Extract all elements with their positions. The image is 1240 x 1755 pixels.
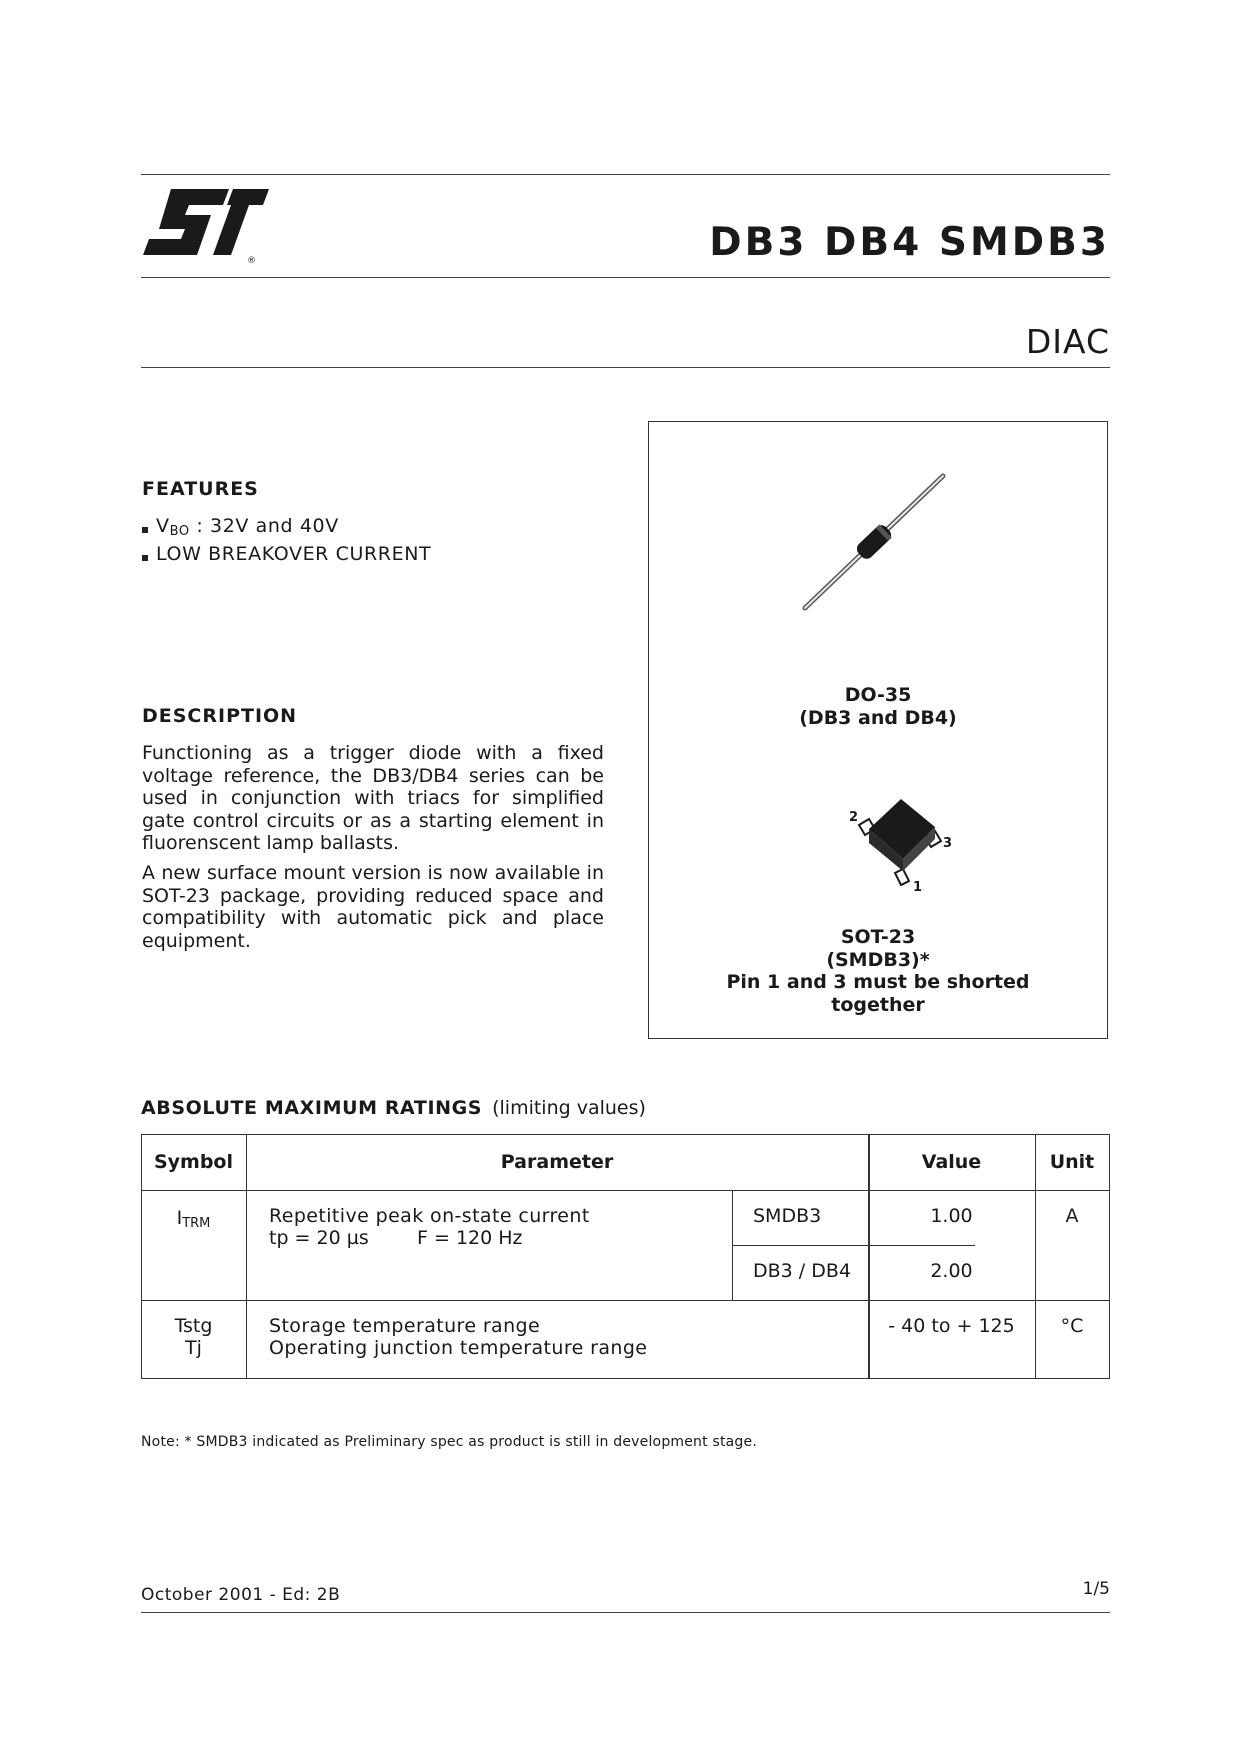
value-smdb3: 1.00: [930, 1205, 973, 1227]
description-paragraph: Functioning as a trigger diode with a fixed voltage reference, the DB3/DB4 series can be used in conjunction with triacs for simplified gate control circuits or as a starting element in fluorenscent lamp ballasts.: [142, 742, 604, 854]
do35-diode-image: [799, 470, 949, 615]
pin-label: 3: [943, 836, 953, 851]
symbol-tstg: Tstg: [174, 1315, 213, 1337]
preliminary-note: Note: * SMDB3 indicated as Preliminary spec as product is still in development stage.: [141, 1434, 757, 1450]
page-number: 1/5: [1082, 1579, 1110, 1599]
param-junction-temp: Operating junction temperature range: [269, 1337, 648, 1359]
device-db3-db4: DB3 / DB4: [753, 1260, 851, 1282]
sot23-package-image: [839, 787, 959, 897]
description-heading: DESCRIPTION: [142, 705, 298, 727]
st-logo: [141, 185, 271, 267]
bullet-icon: [142, 527, 148, 533]
ratings-table: [141, 1134, 1110, 1378]
device-smdb3: SMDB3: [753, 1205, 822, 1227]
symbol-tj: Tj: [185, 1337, 202, 1359]
col-header-value: Value: [921, 1151, 982, 1173]
description-paragraph: A new surface mount version is now available in SOT-23 package, providing reduced space and compatibility with automatic pick and place equipment.: [142, 862, 604, 952]
col-header-symbol: Symbol: [153, 1151, 234, 1173]
package-box: [648, 421, 1108, 1039]
top-rule: [141, 174, 1110, 175]
symbol-itrm: $I_{TRM}$: [176, 1207, 211, 1231]
features-heading: FEATURES: [142, 478, 259, 500]
param-storage-temp: Storage temperature range: [269, 1315, 541, 1337]
col-header-unit: Unit: [1049, 1151, 1095, 1173]
value-db3-db4: 2.00: [930, 1260, 973, 1282]
device-type: DIAC: [1025, 322, 1110, 361]
value-temp-range: - 40 to + 125: [888, 1315, 1015, 1337]
date-edition: October 2001 - Ed: 2B: [141, 1585, 341, 1605]
pin-label: 1: [913, 880, 923, 895]
param-itrm-conditions: tp = 20 µs F = 120 Hz: [269, 1227, 523, 1249]
param-itrm: Repetitive peak on-state current: [269, 1205, 590, 1227]
subtitle-rule: [141, 367, 1110, 368]
col-header-parameter: Parameter: [500, 1151, 614, 1173]
part-numbers: DB3 DB4 SMDB3: [709, 220, 1110, 265]
pin-label: 2: [849, 810, 859, 825]
feature-item: LOW BREAKOVER CURRENT: [142, 543, 431, 565]
footer-rule: [141, 1612, 1110, 1613]
unit-celsius: °C: [1060, 1315, 1084, 1337]
unit-amp: A: [1065, 1205, 1079, 1227]
feature-item: $V_{BO}$ : 32V and 40V: [142, 515, 339, 539]
header-rule: [141, 277, 1110, 278]
sot23-caption: SOT-23 (SMDB3)* Pin 1 and 3 must be shorted together: [726, 926, 1030, 1016]
ratings-heading: ABSOLUTE MAXIMUM RATINGS (limiting values): [141, 1097, 646, 1119]
do35-caption: DO-35 (DB3 and DB4): [799, 684, 957, 729]
svg-text:®: ®: [247, 256, 256, 266]
bullet-icon: [142, 555, 148, 561]
